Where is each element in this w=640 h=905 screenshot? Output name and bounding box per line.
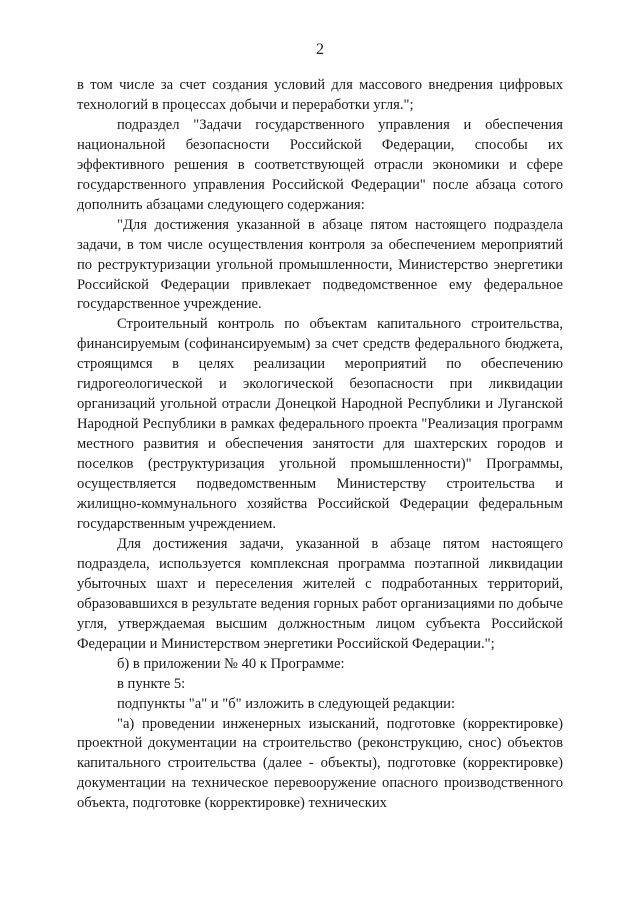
- paragraph-subsection-amendment: подраздел "Задачи государственного управления и обеспечения национальной безопасности Российской Федерации, способы их эффективного решения в соответствующей отрасли экономики и сфере государственного управления Российской Федерации" после абзаца сотого дополнить абзацами следующего содержания:: [77, 116, 563, 213]
- paragraph-liquidation-program: Для достижения задачи, указанной в абзаце пятом настоящего подраздела, используется комплексная программа поэтапной ликвидации убыточных шахт и переселения жителей с подработанных территорий, образовавшихся в результате ведения горных работ организациями по добыче угля, утверждаемая высшим должностным лицом субъекта Российской Федерации и Министерством энергетики Российской Федерации.";: [77, 535, 563, 652]
- page-number: 2: [316, 41, 324, 58]
- paragraph-continuation: в том числе за счет создания условий для массового внедрения цифровых технологий в процессах добычи и переработки угля.";: [77, 77, 563, 113]
- paragraph-subitems-a-b: подпункты "а" и "б" изложить в следующей редакции:: [117, 695, 456, 712]
- paragraph-construction-control: Строительный контроль по объектам капитального строительства, финансируемым (софинансируемым) за счет средств федерального бюджета, строящимся в целях реализации мероприятий по обеспечению гидрогеологической и экологической безопасности при ликвидации организаций угольной отрасли Донецкой Народной Республики и Луганской Народной Республики в рамках федерального проекта "Реализация программ местного развития и обеспечения занятости для шахтерских городов и поселков (реструктуризация угольной промышленности)" Программы, осуществляется подведомственным Министерству строительства и жилищно-коммунального хозяйства Российской Федерации федеральным государственным учреждением.: [77, 316, 563, 532]
- paragraph-item-5: в пункте 5:: [117, 675, 186, 692]
- paragraph-appendix-40: б) в приложении № 40 к Программе:: [117, 655, 345, 672]
- paragraph-subitem-a-text: "а) проведении инженерных изысканий, подготовке (корректировке) проектной документации на строительство (реконструкцию, снос) объектов капитального строительства (далее - объекты), подготовке (корректировке) документации на техническое перевооружение опасного производственного объекта, подготовке (корректировке) технических: [77, 715, 563, 812]
- document-body: [77, 76, 563, 814]
- paragraph-goal-control: "Для достижения указанной в абзаце пятом настоящего подраздела задачи, в том числе осуществления контроля за обеспечением мероприятий по реструктуризации угольной промышленности, Министерство энергетики Российской Федерации привлекает подведомственное ему федеральное государственное учреждение.: [77, 216, 563, 313]
